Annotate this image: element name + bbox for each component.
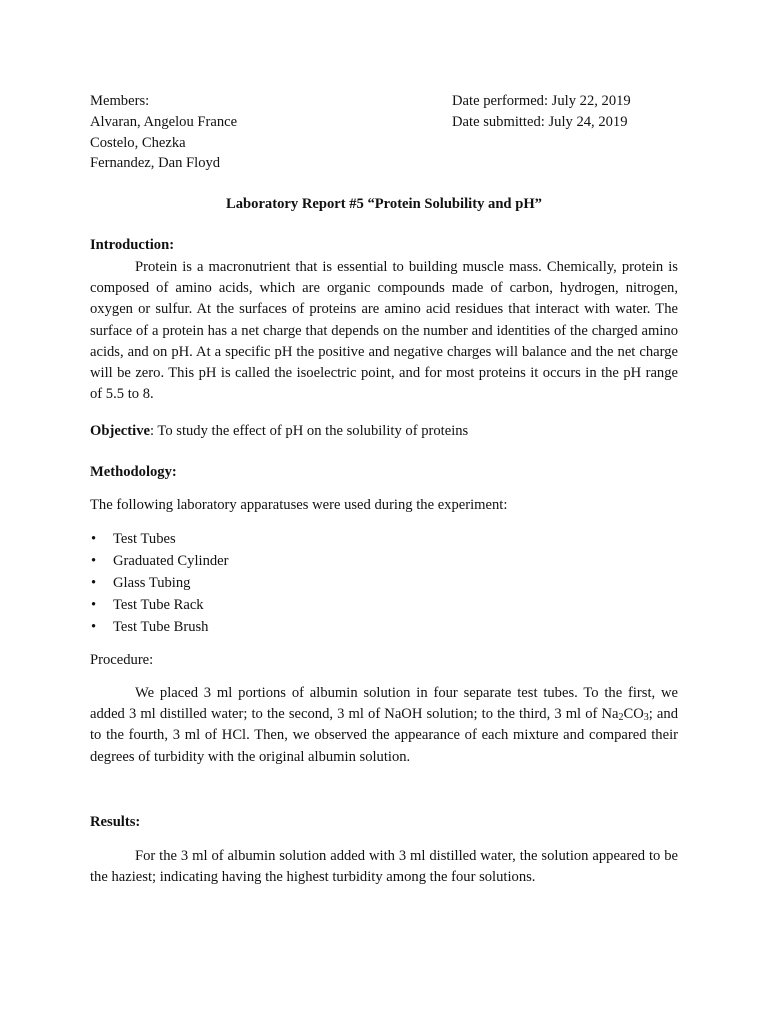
member-name: Alvaran, Angelou France bbox=[90, 114, 238, 130]
list-item: • Test Tube Rack bbox=[91, 597, 204, 613]
report-title: Laboratory Report #5 “Protein Solubility and pH” bbox=[226, 196, 542, 212]
results-heading: Results: bbox=[90, 814, 141, 830]
bullet-icon: • bbox=[91, 619, 97, 635]
bullet-icon: • bbox=[91, 575, 97, 591]
methodology-intro: The following laboratory apparatuses were used during the experiment: bbox=[90, 497, 508, 513]
bullet-icon: • bbox=[91, 597, 97, 613]
procedure-paragraph: We placed 3 ml portions of albumin solution in four separate test tubes. To the first, we added 3 ml distilled water; to the second, 3 ml of NaOH solution; to the third, 3 ml of $Na_2CO_3$; and to the fourth, 3 ml of HCl. Then, we observed the appearance of each mixture and compared their degrees of turbidity with the original albumin solution. bbox=[90, 685, 678, 765]
member-name: Fernandez, Dan Floyd bbox=[90, 155, 221, 171]
list-item: • Test Tube Brush bbox=[91, 619, 209, 635]
introduction-paragraph: Protein is a macronutrient that is essential to building muscle mass. Chemically, protein is composed of amino acids, which are organic compounds made of carbon, hydrogen, nitrogen, oxygen or sulfur. At the surfaces of proteins are amino acid residues that interact with water. The surface of a protein has a net charge that depends on the number and identities of the charged amino acids, and on pH. At a specific pH the positive and negative charges will balance and the net charge will be zero. This pH is called the isoelectric point, and for most proteins it occurs in the pH range of 5.5 to 8. bbox=[90, 259, 678, 403]
bullet-icon: • bbox=[91, 553, 97, 569]
results-paragraph: For the 3 ml of albumin solution added with 3 ml distilled water, the solution appeared to be the haziest; indicating having the highest turbidity among the four solutions. bbox=[90, 848, 678, 886]
date-submitted: Date submitted: July 24, 2019 bbox=[452, 114, 628, 130]
objective-line bbox=[90, 423, 468, 440]
objective-label: Objective bbox=[90, 423, 150, 439]
objective-text: : To study the effect of pH on the solubility of proteins bbox=[149, 423, 469, 439]
date-performed: Date performed: July 22, 2019 bbox=[452, 93, 631, 109]
member-name: Costelo, Chezka bbox=[90, 135, 186, 151]
methodology-heading: Methodology: bbox=[90, 464, 177, 480]
list-item: • Glass Tubing bbox=[91, 575, 191, 591]
members-label: Members: bbox=[90, 93, 150, 109]
bullet-icon: • bbox=[91, 531, 97, 547]
list-item: • Test Tubes bbox=[91, 531, 176, 547]
apparatus-list bbox=[90, 530, 229, 640]
introduction-heading: Introduction: bbox=[90, 237, 175, 253]
procedure-label: Procedure: bbox=[90, 652, 154, 668]
list-item: • Graduated Cylinder bbox=[91, 553, 229, 569]
